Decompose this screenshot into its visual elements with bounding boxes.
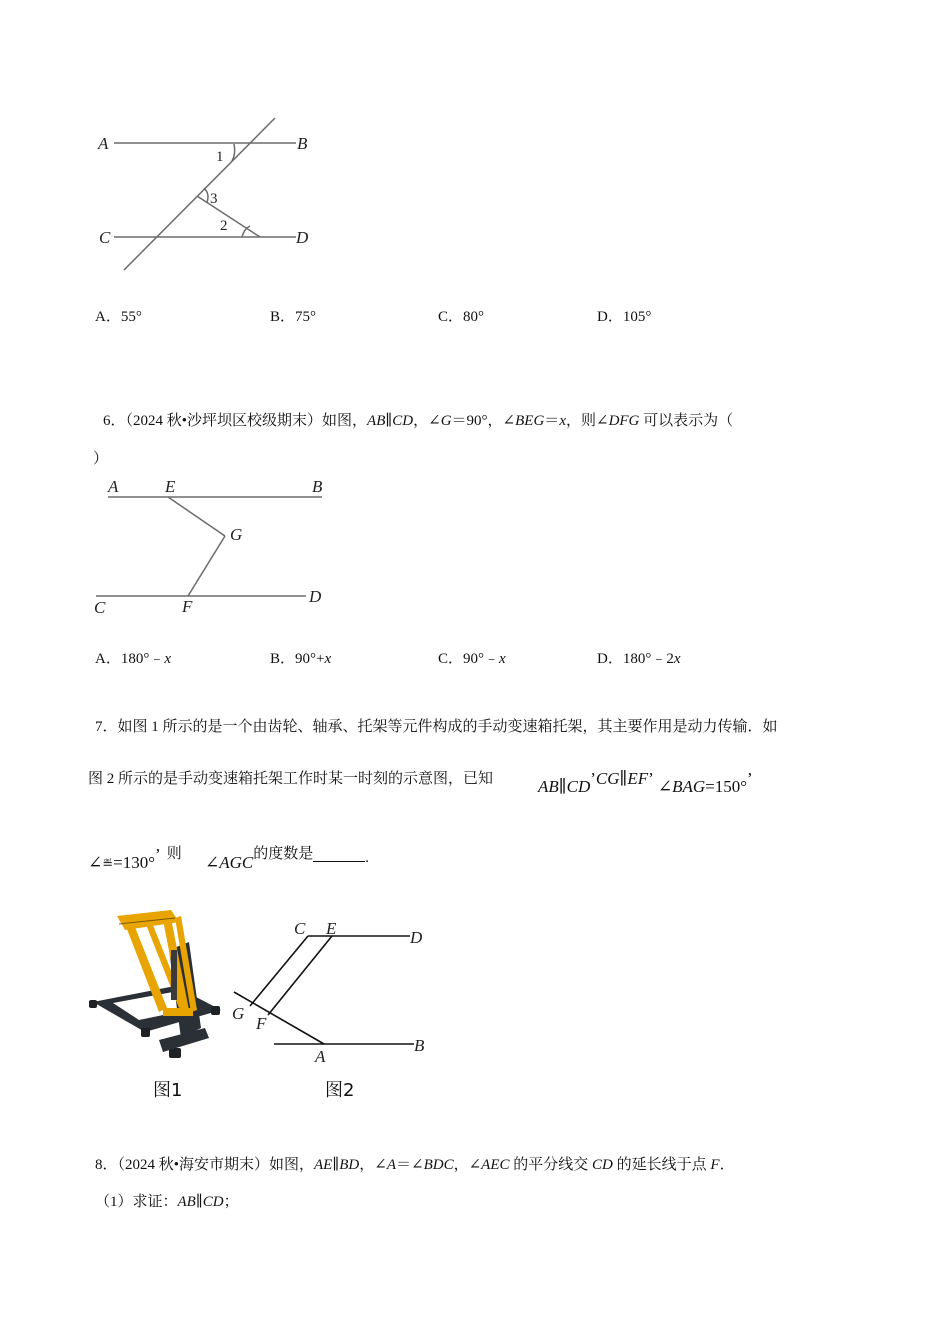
q8-given-1: AE∥BD (314, 1157, 360, 1173)
q8-sep-3: ，∠ (453, 1157, 482, 1173)
q8-given-2: A (386, 1157, 397, 1173)
label-d: D (410, 928, 423, 947)
q7-caption-2: 图2 (325, 1080, 355, 1101)
q8-sub-1-var: AB∥CD (177, 1194, 224, 1210)
q6-sep-4: ，则∠ (565, 413, 609, 429)
q8-given-6: F (710, 1157, 720, 1173)
q8-sep-1: ，∠ (359, 1157, 387, 1173)
label-c: C (99, 228, 111, 247)
q6-given-3: BEG (515, 413, 545, 429)
q5-figure (90, 108, 330, 278)
segment-eg (168, 497, 225, 536)
q6-sep-2: ＝90°，∠ (451, 413, 516, 429)
label-f: F (256, 1014, 267, 1033)
q8-sep-2: ＝∠ (396, 1157, 424, 1173)
label-b: B (414, 1036, 425, 1055)
q8-given-4: AEC (481, 1157, 510, 1173)
q7-comma-1: ’ (590, 769, 596, 788)
label-a: A (98, 134, 109, 153)
q6-option-b: B．90°+x (270, 651, 332, 667)
segment-cg (250, 936, 308, 1006)
q7-cond-3-var: BAG (672, 777, 706, 796)
q7-cond-2: CG∥EF (595, 769, 649, 788)
angle-label-2: 2 (220, 218, 228, 234)
q8-sub-1-end: ； (223, 1194, 239, 1210)
q6-option-a: A．180°﹣x (95, 651, 172, 667)
label-g: G (232, 1004, 245, 1023)
q6-ask: 可以表示为（ (639, 413, 734, 429)
q7-ask-angle: ∠ (205, 853, 220, 872)
q6-figure (88, 472, 338, 622)
q8-sep-4: 的平分线交 (509, 1157, 593, 1173)
q7-angle-sign-3: ∠ (657, 777, 673, 796)
angle-arc-3 (204, 188, 208, 202)
q6-number: 6． (103, 413, 126, 429)
label-g: G (230, 525, 243, 544)
segment-ga (234, 992, 324, 1044)
q7-answer-blank[interactable] (313, 847, 365, 862)
q6-option-c: C．90°﹣x (438, 651, 506, 667)
segment-gf (188, 536, 225, 596)
q6-given-2: G (440, 413, 452, 429)
q7-caption-1: 图1 (153, 1080, 183, 1101)
q6-given-1: AB∥CD (367, 413, 414, 429)
label-f: F (182, 597, 193, 616)
segment-ef (268, 936, 332, 1015)
label-b: B (297, 134, 308, 153)
q8-source: 8．（2024 秋•海安市期末）如图， (95, 1157, 315, 1173)
q8-given-3: BDC (423, 1157, 454, 1173)
q7-cond-1: AB∥CD (538, 777, 591, 796)
q7-angle-sign-4: ∠ (88, 853, 103, 872)
angle-label-3: 3 (210, 191, 218, 207)
q8-sep-5: 的延长线于点 (612, 1157, 711, 1173)
q8-sub-1-label: （1）求证： (95, 1194, 178, 1210)
q8-sep-6: ． (719, 1157, 735, 1173)
q7-conditions-2 (88, 845, 182, 873)
q7-ask (205, 846, 370, 873)
label-c: C (294, 919, 306, 938)
q5-option-b: B．75° (270, 309, 317, 325)
q7-conditions (538, 769, 753, 797)
label-a: A (108, 477, 119, 496)
q8-given-5: CD (592, 1157, 613, 1173)
q7-cond-3-val: =150° (705, 777, 748, 796)
q7-ask-post: 的度数是 (253, 846, 314, 862)
label-e: E (326, 919, 337, 938)
q7-then: 则 (166, 846, 182, 862)
q5-option-d: D．105° (597, 309, 652, 325)
q7-figure-2 (228, 914, 438, 1064)
q7-comma-4: ’ (155, 845, 161, 864)
q6-sep-3: ＝ (544, 413, 560, 429)
q7-comma-2: ’ (648, 769, 654, 788)
label-c: C (94, 598, 106, 617)
transversal (124, 118, 275, 270)
q8-sub-1 (95, 1192, 239, 1212)
label-a: A (315, 1047, 326, 1064)
q7-figure-1-photo (85, 910, 225, 1065)
q7-comma-3: ’ (747, 769, 753, 788)
q6-source: （2024 秋•沙坪坝区校级期末）如图， (125, 413, 368, 429)
q6-stem-close: ） (93, 451, 109, 467)
q7-end: . (365, 850, 370, 866)
q5-option-a: A．55° (95, 309, 142, 325)
q7-cond-4-val: =130° (113, 853, 156, 872)
label-b: B (312, 477, 323, 496)
q7-ask-var: AGC (219, 853, 254, 872)
q6-stem (103, 411, 733, 431)
q7-line-1: 7．如图 1 所示的是一个由齿轮、轴承、托架等元件构成的手动变速箱托架，其主要作用是动力传输．如 (95, 719, 778, 735)
angle-label-1: 1 (216, 149, 224, 165)
label-d: D (309, 587, 322, 606)
q6-sep-1: ，∠ (413, 413, 441, 429)
q6-given-5: DFG (608, 413, 640, 429)
label-d: D (296, 228, 309, 247)
q7-cond-4-sym: ≝ (102, 856, 114, 871)
q6-option-d: D．180°﹣2x (597, 651, 681, 667)
q8-stem (95, 1155, 735, 1175)
label-e: E (165, 477, 176, 496)
q5-option-c: C．80° (438, 309, 485, 325)
segment-3-2 (197, 196, 260, 237)
q7-line-2: 图 2 所示的是手动变速箱托架工作时某一时刻的示意图，已知 (88, 771, 494, 787)
q6-given-4: x (559, 413, 566, 429)
